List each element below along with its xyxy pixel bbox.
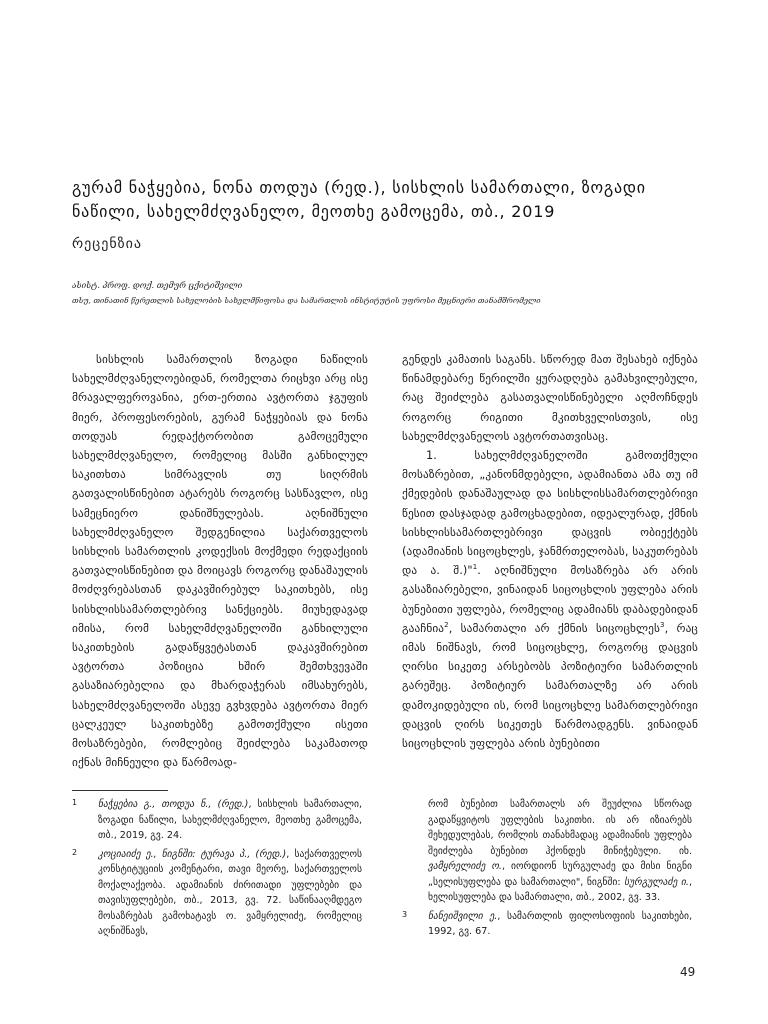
footnote-number: 1 xyxy=(72,798,78,807)
footnote-author: ნაჭყებია გ., თოდუა ნ., (რედ.) xyxy=(98,799,249,810)
footnote-number: 2 xyxy=(72,847,78,857)
section-label: რეცენზია xyxy=(72,236,143,252)
footnote-ref-2[interactable]: 2 xyxy=(444,621,449,630)
footnote-3 xyxy=(402,909,692,940)
footnote-text: , საქართველოს კონსტიტუციის კომენტარი, თავი მეორე, საქართველოს მოქალაქეობა. ადამიანის ძირითადი უფლებები და თავისუფლებები, თბ., 2013, გვ. 72. საწინააღმდეგო მოსაზრებას გამოხატავს ო. ვამყრელიძე, რომელიც აღნიშნავს, xyxy=(98,848,363,937)
footnote-text: , იორდიონ სურგულაძე და მისი ნიგნი „სელისუფლება და სამართალი", ნიგნში: xyxy=(428,861,692,888)
author-affiliation: თსუ, თინათინ წერეთლის სახელობის სახელმწიფოსა და სამართლის ინსტიტუტის უფროსი მეცნიერი თანამშრომელი xyxy=(72,296,541,305)
footnote-ref-1[interactable]: 1 xyxy=(472,563,478,572)
footnote-divider xyxy=(72,790,168,791)
paragraph-text: , სამართალი არ ქმნის სიცოცხლეს xyxy=(448,621,660,635)
footnotes-left xyxy=(72,797,362,943)
footnote-author: სურგულაძე ი. xyxy=(624,876,689,888)
footnote-author: ვამყრელიძე ო. xyxy=(428,861,502,872)
footnote-text: , ხელისუფლება და სამართალი, თბ., 2002, გვ. 33. xyxy=(428,876,693,903)
footnote-author: ნანეიშვილი ე. xyxy=(428,910,498,922)
footnote-author: კოციაიძე ე., ნიგნში: ტურავა პ., (რედ.) xyxy=(98,848,287,860)
paragraph: სისხლის სამართლის ზოგადი ნაწილის სახელმძღვანელოებიდან, რომელთა რიცხვი არც ისე მრავალფეროვანია, ერთ-ერთია ავტორთა ჯგუფის მიერ, პროფესორების, გურამ ნაჭყებიას და ნონა თოდუას რედაქტორობით გამოცემული სახელმძღვანელო, რომელიც მასში განხილულ საკითხთა სიმრავლის თუ სიღრმის გათვალისწინებით ატარებს როგორც სასწავლო, ისე სამეცნიერო დანიშნულებას. აღნიშნული სახელმძღვანელო შედგენილია საქართველოს სისხლის სამართლის კოდექსის მოქმედი რედაქციის გათვალისწინებით და მოიცავს როგორც დანაშაულის მოძღვრებასთან დაკავშირებულ საკითხებს, ისე სისხლისსამართლებრივ სანქციებს. მიუხედავად იმისა, რომ სახელმძღვანელოში განხილული საკითხების გადაწყვეტასთან დაკავშირებით ავტორთა პოზიცია ხშირ შემთხვევაში გასაზიარებელია და მხარდაჭერას იმსახურებს, სახელმძღვანელოში ასევე გვხვდება ავტორთა მიერ ცალკეულ საკითხებზე გამოთქმული ისეთი მოსაზრებები, რომლებიც შეიძლება საკამათოდ იქნას მიჩნეული და წარმოად- xyxy=(72,353,368,770)
footnote-2 xyxy=(72,847,362,940)
footnote-number: 3 xyxy=(402,909,408,919)
footnote-1 xyxy=(72,797,362,844)
footnote-2-continued xyxy=(402,797,692,906)
paragraph-text: 1. სახელმძღვანელოში გამოთქმული მოსაზრებით, „კანონმდებელი, ადამიანთა ამა თუ იმ ქმედების დანაშაულად და სისხლისსამართლებრივი წესით დასჯადად გამოცხადებით, იდეალურად, ქმნის სისხლისსამართლებრივი დაცვის ობიექტებს (ადამიანის სიცოცხლეს, ჯანმრთელობას, საკუთრებას და ა. შ.)" xyxy=(402,449,698,578)
paragraph-text: . აღნიშნული მოსაზრება არ არის გასაზიარებელი, ვინაიდან სიცოცხლის უფლება არის ბუნებითი უფლება, რომელიც ადამიანს დაბადებიდან გააჩნია xyxy=(402,564,698,635)
paragraph-text: , რაც იმას ნიშნავს, რომ სიცოცხლე, როგორც დაცვის ღირსი სიკეთე არსებობს პოზიტიური სამართლის გარეშეც. პოზიტიურ სამართალზე არ არის დამოკიდებული ის, რომ სიცოცხლე სამართლებრივი დაცვის ღირს სიკეთეს წარმოადგენს. ვინაიდან სიცოცხლის უფლება არის ბუნებითი xyxy=(402,621,698,751)
author-line: ასისტ. პროფ. დოქ. თემურ ცქიტიშვილი xyxy=(72,280,243,290)
footnote-ref-3[interactable]: 3 xyxy=(660,621,665,630)
body-column-right xyxy=(402,350,698,753)
page-number: 49 xyxy=(680,965,696,979)
paragraph xyxy=(402,446,698,753)
body-column-left xyxy=(72,350,368,772)
footnote-text: , სამართლის ფილოსოფიის საკითხები, 1992, გვ. 67. xyxy=(428,910,692,937)
footnote-text: რომ ბუნებით სამართალს არ შეუძლია სწორად გადაწყვიტოს უფლების საკითხი. ის არ იზიარებს შეხედულებას, რომლის თანახმადაც ადამიანის უფლება შეიძლება ბუნებით ჰქონდეს მინიჭებული. იხ. xyxy=(428,799,692,857)
paragraph: გენდეს კამათის საგანს. სწორედ მათ შესახებ იქნება წინამდებარე წერილში ყურადღება გამახვილებული, რაც შეიძლება გასათვალისწინებელი აღმოჩნდეს როგორც რიგითი მკითხველისთვის, ისე სახელმძღვანელოს ავტორთათვისაც. xyxy=(402,353,698,443)
article-title: გურამ ნაჭყებია, ნონა თოდუა (რედ.), სისხლის სამართალი, ზოგადი ნაწილი, სახელმძღვანელო, მეოთხე გამოცემა, თბ., 2019 xyxy=(72,178,646,221)
footnote-text: , სისხლის სამართალი, ზოგადი ნაწილი, სახელმძღვანელო, მეოთხე გამოცემა, თბ., 2019, გვ. 24. xyxy=(98,799,363,841)
footnotes-right xyxy=(402,797,692,943)
